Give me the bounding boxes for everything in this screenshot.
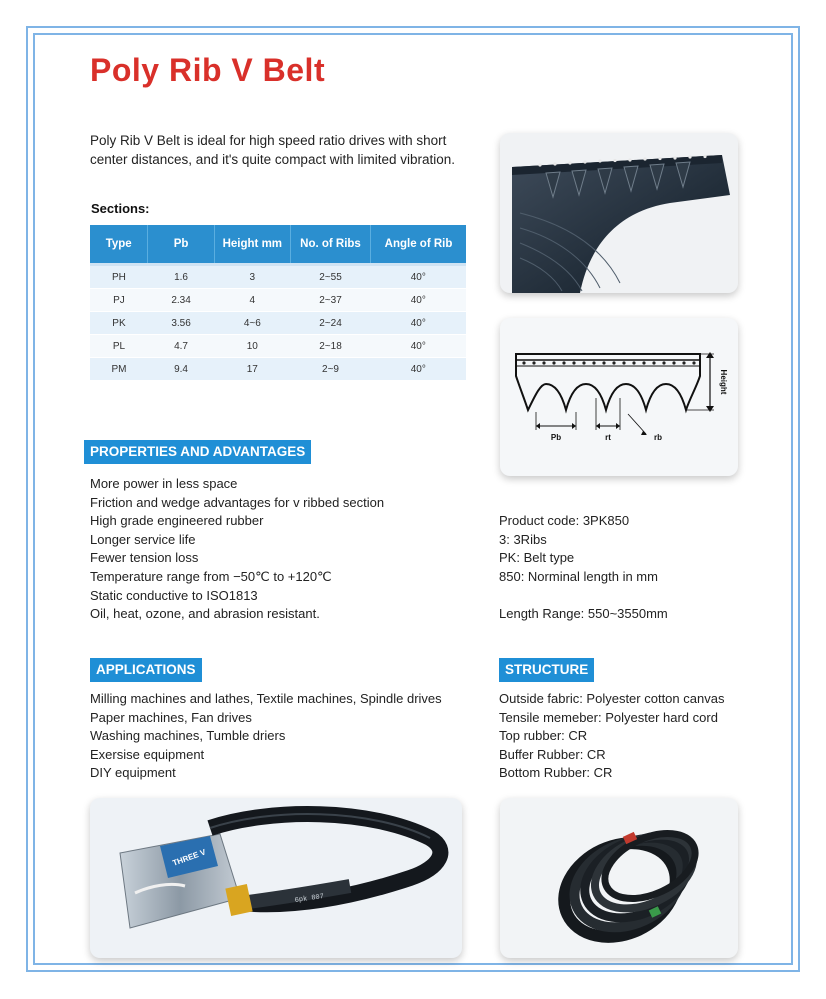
table-cell: 2~18	[290, 335, 370, 358]
table-cell: 4~6	[214, 312, 290, 335]
table-cell: 1.6	[148, 265, 214, 289]
product-code-line: 3: 3Ribs	[499, 531, 547, 547]
list-item: High grade engineered rubber	[90, 513, 264, 529]
table-cell: 40°	[371, 265, 466, 289]
pb-label: Pb	[550, 433, 562, 442]
table-cell: 4.7	[148, 335, 214, 358]
table-cell: 40°	[371, 335, 466, 358]
table-header-cell: Height mm	[214, 225, 290, 265]
table-header-cell: Pb	[148, 225, 214, 265]
structure-list	[499, 690, 769, 783]
table-cell: 3.56	[148, 312, 214, 335]
belt-section-illustration	[500, 133, 738, 293]
brand-label: THREE V	[171, 847, 207, 868]
applications-heading: APPLICATIONS	[90, 658, 202, 682]
table-cell: PJ	[90, 289, 148, 312]
list-item: Outside fabric: Polyester cotton canvas	[499, 691, 725, 706]
table-cell: 2~55	[290, 265, 370, 289]
list-item: Top rubber: CR	[499, 728, 588, 744]
length-range: Length Range: 550~3550mm	[499, 605, 668, 621]
table-header-row	[90, 225, 466, 265]
properties-heading: PROPERTIES AND ADVANTAGES	[84, 440, 311, 464]
list-item: Temperature range from −50℃ to +120℃	[90, 568, 332, 584]
table-cell: PK	[90, 312, 148, 335]
page-title: Poly Rib V Belt	[90, 52, 326, 88]
coiled-belts-illustration	[500, 798, 738, 958]
table-row	[90, 312, 466, 335]
list-item: Paper machines, Fan drives	[90, 709, 252, 725]
table-cell: 40°	[371, 312, 466, 335]
table-cell: 2~37	[290, 289, 370, 312]
rt-label: rt	[605, 433, 611, 442]
list-item: Buffer Rubber: CR	[499, 746, 606, 762]
structure-heading: STRUCTURE	[499, 658, 594, 682]
table-cell: 10	[214, 335, 290, 358]
rb-label: rb	[654, 433, 662, 442]
belt-cross-section-diagram	[500, 318, 738, 476]
intro-paragraph: Poly Rib V Belt is ideal for high speed ratio drives with short center distances, and it's quite compact with limited vibration.	[90, 133, 456, 167]
table-header-cell: Type	[90, 225, 148, 265]
table-row	[90, 265, 466, 289]
table-cell: 2.34	[148, 289, 214, 312]
sections-label: Sections:	[91, 201, 150, 216]
list-item: Longer service life	[90, 531, 196, 547]
belt-print-label: 6pk 807	[294, 892, 325, 905]
product-code-line: 850: Norminal length in mm	[499, 568, 658, 584]
table-cell: 17	[214, 358, 290, 381]
product-code-block	[499, 512, 759, 624]
list-item: Oil, heat, ozone, and abrasion resistant.	[90, 606, 320, 622]
list-item: Tensile memeber: Polyester hard cord	[499, 709, 718, 725]
table-row	[90, 289, 466, 312]
table-row	[90, 335, 466, 358]
list-item: Friction and wedge advantages for v ribbed section	[90, 494, 385, 510]
packaged-belt-photo	[90, 798, 462, 958]
table-cell: 2~9	[290, 358, 370, 381]
height-label: Height	[719, 369, 728, 395]
applications-list	[90, 690, 490, 783]
belt-diagram-panel	[500, 318, 738, 476]
table-row	[90, 358, 466, 381]
sections-table	[90, 225, 466, 380]
coiled-belts-photo	[500, 798, 738, 958]
table-cell: 40°	[371, 358, 466, 381]
table-header-cell: Angle of Rib	[371, 225, 466, 265]
list-item: Fewer tension loss	[90, 550, 199, 566]
packaged-belt-illustration	[90, 798, 462, 958]
list-item: More power in less space	[90, 476, 238, 491]
product-code-line: Product code: 3PK850	[499, 513, 630, 528]
table-cell: 4	[214, 289, 290, 312]
table-cell: PL	[90, 335, 148, 358]
table-cell: PH	[90, 265, 148, 289]
table-cell: 3	[214, 265, 290, 289]
list-item: DIY equipment	[90, 765, 176, 781]
table-cell: 2~24	[290, 312, 370, 335]
list-item: Exersise equipment	[90, 746, 205, 762]
table-cell: 9.4	[148, 358, 214, 381]
table-cell: 40°	[371, 289, 466, 312]
table-header-cell: No. of Ribs	[290, 225, 370, 265]
belt-section-photo	[500, 133, 738, 293]
list-item: Bottom Rubber: CR	[499, 765, 613, 781]
product-code-line: PK: Belt type	[499, 550, 575, 566]
properties-list	[90, 475, 490, 624]
list-item: Milling machines and lathes, Textile machines, Spindle drives	[90, 691, 442, 706]
list-item: Washing machines, Tumble driers	[90, 728, 286, 744]
list-item: Static conductive to ISO1813	[90, 587, 258, 603]
table-cell: PM	[90, 358, 148, 381]
